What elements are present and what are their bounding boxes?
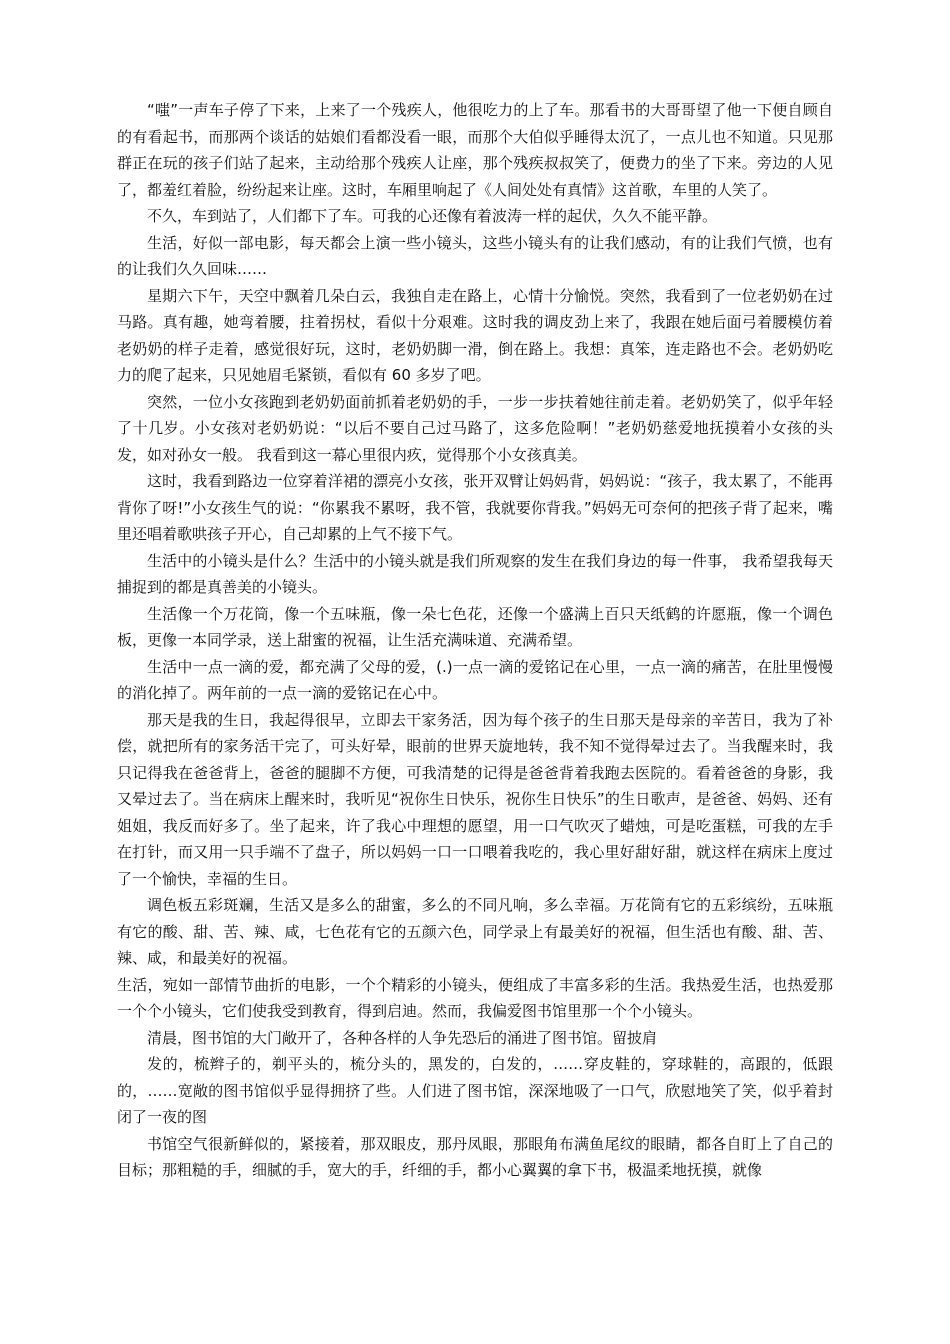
document-body [117,97,833,1184]
paragraph: 生活，好似一部电影，每天都会上演一些小镜头，这些小镜头有的让我们感动，有的让我们气愤，也有的让我们久久回味…… [117,233,833,278]
paragraph: 星期六下午，天空中飘着几朵白云，我独自走在路上，心情十分愉悦。突然，我看到了一位老奶奶在过马路。真有趣，她弯着腰，拄着拐杖，看似十分艰难。这时我的调皮劲上来了，我跟在她后面弓着腰模仿着老奶奶的样子走着，感觉很好玩，这时，老奶奶脚一滑，倒在路上。我想：真笨，连走路也不会。老奶奶吃力的爬了起来，只见她眉毛紧锁，看似有 60 多岁了吧。 [117,286,833,384]
paragraph: “嗤”一声车子停了下来，上来了一个残疾人，他很吃力的上了车。那看书的大哥哥望了他一下便自顾自的有看起书，而那两个谈话的姑娘们看都没看一眼，而那个大伯似乎睡得太沉了，一点儿也不知道。只见那群正在玩的孩子们站了起来，主动给那个残疾人让座，那个残疾叔叔笑了，便费力的坐了下来。旁边的人见了，都羞红着脸，纷纷起来让座。这时，车厢里响起了《人间处处有真情》这首歌，车里的人笑了。 [117,101,833,199]
paragraph: 那天是我的生日，我起得很早，立即去干家务活，因为每个孩子的生日那天是母亲的辛苦日，我为了补偿，就把所有的家务活干完了，可头好晕，眼前的世界天旋地转，我不知不觉得晕过去了。当我醒来时，我只记得我在爸爸背上，爸爸的腿脚不方便，可我清楚的记得是爸爸背着我跑去医院的。看着爸爸的身影，我又晕过去了。当在病床上醒来时，我听见“祝你生日快乐，祝你生日快乐”的生日歌声，是爸爸、妈妈、还有姐姐，我反而好多了。坐了起来，许了我心中理想的愿望，用一口气吹灭了蜡烛，可是吃蛋糕，可我的左手在打针，而又用一只手端不了盘子，所以妈妈一口一口喂着我吃的，我心里好甜好甜，就这样在病床上度过了一个愉快，幸福的生日。 [117,710,833,888]
paragraph: 生活中的小镜头是什么？生活中的小镜头就是我们所观察的发生在我们身边的每一件事， 我希望我每天捕捉到的都是真善美的小镜头。 [117,551,833,596]
paragraph: 书馆空气很新鲜似的，紧接着，那双眼皮，那丹凤眼，那眼角布满鱼尾纹的眼睛，都各自盯上了自己的目标；那粗糙的手，细腻的手，宽大的手，纤细的手，都小心翼翼的拿下书，极温柔地抚摸，就像 [117,1134,833,1179]
paragraph: 不久，车到站了，人们都下了车。可我的心还像有着波涛一样的起伏，久久不能平静。 [147,207,718,225]
paragraph: 调色板五彩斑斓，生活又是多么的甜蜜，多么的不同凡响，多么幸福。万花筒有它的五彩缤纷，五味瓶有它的酸、甜、苦、辣、咸，七色花有它的五颜六色，同学录上有最美好的祝福，但生活也有酸、甜、苦、辣、咸，和最美好的祝福。 [117,896,833,967]
paragraph: 突然，一位小女孩跑到老奶奶面前抓着老奶奶的手，一步一步扶着她往前走着。老奶奶笑了，似乎年轻了十几岁。小女孩对老奶奶说：“以后不要自己过马路了，这多危险啊！”老奶奶慈爱地抚摸着小女孩的头发，如对孙女一般。 我看到这一幕心里很内疚，觉得那个小女孩真美。 [117,392,833,464]
paragraph: 生活中一点一滴的爱，都充满了父母的爱，(.)一点一滴的爱铭记在心里，一点一滴的痛苦，在肚里慢慢的消化掉了。两年前的一点一滴的爱铭记在心中。 [117,657,833,702]
paragraph: 发的，梳辫子的，剃平头的，梳分头的，黑发的，白发的，……穿皮鞋的，穿球鞋的，高跟的，低跟的，……宽敞的图书馆似乎显得拥挤了些。人们进了图书馆，深深地吸了一口气，欣慰地笑了笑，似乎着封闭了一夜的图 [117,1055,833,1126]
paragraph: 生活像一个万花筒，像一个五味瓶，像一朵七色花，还像一个盛满上百只天纸鹤的许愿瓶，像一个调色板，更像一本同学录，送上甜蜜的祝福，让生活充满味道、充满希望。 [117,604,833,649]
paragraph: 清晨，图书馆的大门敞开了，各种各样的人争先恐后的涌进了图书馆。留披肩 [147,1028,658,1047]
paragraph: 这时，我看到路边一位穿着洋裙的漂亮小女孩，张开双臂让妈妈背，妈妈说：“孩子，我太累了，不能再背你了呀!”小女孩生气的说：“你累我不累呀，我不管，我就要你背我。”妈妈无可奈何的把孩子背了起来，嘴里还唱着歌哄孩子开心，自己却累的上气不接下气。 [117,472,833,543]
paragraph: 生活，宛如一部情节曲折的电影，一个个精彩的小镜头，便组成了丰富多彩的生活。我热爱生活，也热爱那一个个小镜头，它们使我受到教育，得到启迪。然而，我偏爱图书馆里那一个个小镜头。 [117,975,833,1020]
